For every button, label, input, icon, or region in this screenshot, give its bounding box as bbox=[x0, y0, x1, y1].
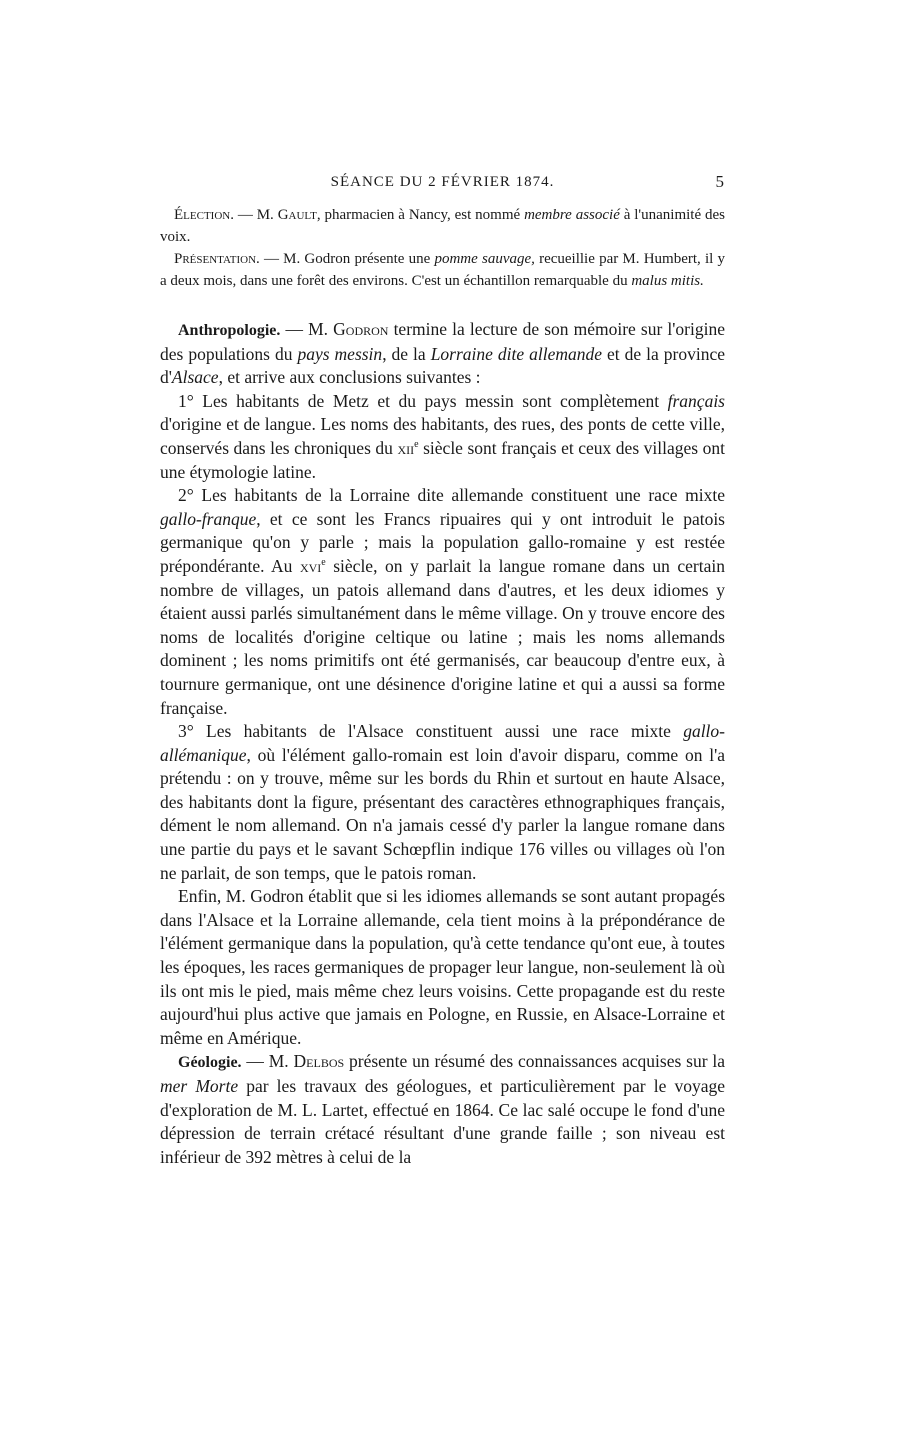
main-text bbox=[160, 318, 725, 1169]
person-name: Delbos bbox=[293, 1051, 345, 1072]
election-label: Élection. bbox=[174, 207, 234, 223]
presentation-paragraph: Présentation. — M. Godron présente une pomme sauvage, recueillie par M. Humbert, il y a deux mois, dans une forêt des environs. C'est un échantillon remarquable du malus mitis. bbox=[160, 251, 725, 289]
running-header bbox=[160, 172, 725, 198]
enfin-paragraph: Enfin, M. Godron établit que si les idiomes allemands se sont autant propagés dans l'Alsace et la Lorraine allemande, cela tient moins à la prépondérance de l'élément germanique dans la population, qu'à cette tendance qu'ont eue, à toutes les époques, les races germaniques de propager leur langue, non-seulement là où ils ont mis le pied, mais même chez leurs voisins. Cette propagande est du reste aujourd'hui plus active que jamais en Pologne, en Russie, en Alsace-Lorraine et même en Amérique. bbox=[160, 886, 725, 1048]
election-paragraph: Élection. — M. Gault, pharmacien à Nancy, est nommé membre associé à l'unanimité des voix. bbox=[160, 207, 725, 245]
section-heading-anthropologie: Anthropologie. bbox=[178, 322, 281, 339]
presentation-label: Présentation. bbox=[174, 251, 260, 267]
person-name: Gault bbox=[277, 207, 317, 223]
geologie-paragraph: Géologie. — M. Delbos présente un résumé des connaissances acquises sur la mer Morte par les travaux des géologues, et particulièrement par le voyage d'exploration de M. L. Lartet, effectué en 1864. Ce lac salé occupe le fond d'une dépression de terrain crétacé résultant d'une grande faille ; son niveau est inférieur de 392 mètres à celui de la bbox=[160, 1051, 725, 1167]
section-heading-geologie: Géologie. bbox=[178, 1054, 242, 1072]
point-1-paragraph: 1° Les habitants de Metz et du pays messin sont complètement français d'origine et de langue. Les noms des habitants, des rues, des ponts de cette ville, conservés dans les chroniques du xii$^e$ siècle sont français et ceux des villages ont une étymologie latine. bbox=[160, 390, 725, 482]
person-name: Godron bbox=[333, 319, 389, 339]
point-2-paragraph: 2° Les habitants de la Lorraine dite allemande constituent une race mixte gallo-franque, et ce sont les Francs ripuaires qui y ont introduit le patois germanique qu'on y parle ; mais la population gallo-romaine y est restée prépondérante. Au xvi$^e$ siècle, on y parlait la langue romane dans un certain nombre de villages, un patois allemand dans d'autres, et les deux idiomes y étaient aussi parlés simultanément dans le même village. On y trouve encore des noms de localités d'origine celtique ou latine ; mais les noms allemands dominent ; les noms primitifs ont été germanisés, car beaucoup d'entre eux, à tournure germanique, ont une désinence d'origine latine et qui a aussi sa forme française. bbox=[160, 485, 726, 718]
point-3-paragraph: 3° Les habitants de l'Alsace constituent aussi une race mixte gallo-allémanique, où l'élément gallo-romain est loin d'avoir disparu, comme on l'a prétendu : on y trouve, même sur les bords du Rhin et surtout en haute Alsace, des habitants dont la figure, présentant des caractères ethnographiques français, dément le nom allemand. On n'a jamais cessé d'y parler la langue romane dans une partie du pays et le savant Schœpflin indique 176 villes ou villages où l'on ne parlait, de son temps, que le patois roman. bbox=[160, 721, 725, 883]
anthropologie-paragraph: Anthropologie. — M. Godron termine la lecture de son mémoire sur l'origine des populations du pays messin, de la Lorraine dite allemande et de la province d'Alsace, et arrive aux conclusions suivantes : bbox=[160, 319, 726, 388]
page-number: 5 bbox=[715, 172, 725, 191]
running-title: SÉANCE DU 2 FÉVRIER 1874. bbox=[330, 174, 555, 190]
